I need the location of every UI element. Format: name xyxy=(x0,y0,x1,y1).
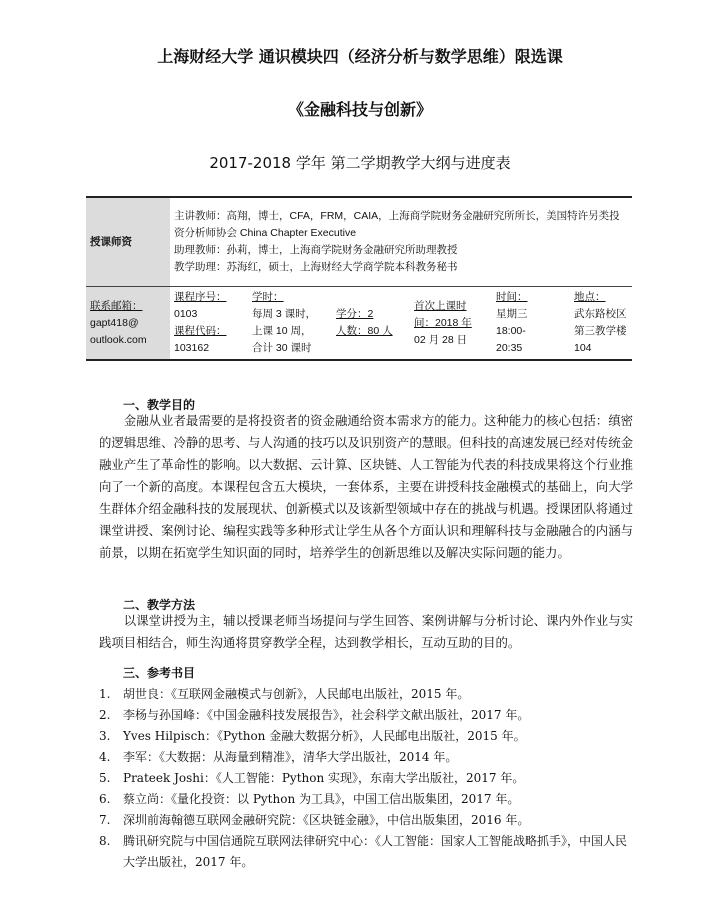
instructor-details xyxy=(170,197,632,287)
reference-number: 7. xyxy=(99,813,111,827)
reference-text: 李军：《大数据：从海量到精准》，清华大学出版社，2014 年。 xyxy=(123,750,458,764)
email-line-2: outlook.com xyxy=(90,333,147,346)
time-end: 20:35 xyxy=(496,342,523,354)
reference-text: 腾讯研究院与中国信通院互联网法律研究中心：《人工智能：国家人工智能战略抓手》，中国人民大学出版社，2017 年。 xyxy=(123,834,628,869)
time-day: 星期三 xyxy=(496,308,528,320)
reference-number: 1. xyxy=(99,687,111,701)
reference-text: Yves Hilpisch：《Python 金融大数据分析》，人民邮电出版社，2015 年。 xyxy=(123,729,526,743)
first-class-label-1: 首次上课时 xyxy=(414,299,467,312)
hours-line-3: 合计 30 课时 xyxy=(252,342,312,354)
reference-item xyxy=(99,705,633,726)
first-class-label-2: 间：2018 年 xyxy=(414,316,472,329)
first-class-date: 02 月 28 日 xyxy=(414,333,468,346)
instructor-row xyxy=(86,197,632,287)
reference-item xyxy=(99,831,633,873)
place-line-3: 104 xyxy=(574,342,592,354)
course-number-label: 课程序号： xyxy=(174,291,227,303)
objective-heading: 一、教学目的 xyxy=(123,398,196,412)
email-label: 联系邮箱： xyxy=(90,299,143,312)
hours-label: 学时： xyxy=(252,291,284,303)
reference-item xyxy=(99,684,633,705)
reference-text: 蔡立尚：《量化投资：以 Python 为工具》，中国工信出版集团，2017 年。 xyxy=(123,792,520,806)
email-cell xyxy=(86,287,170,361)
class-size: 人数：80 人 xyxy=(336,325,393,337)
time-cell xyxy=(492,287,570,361)
course-code-label: 课程代码： xyxy=(174,325,227,337)
reference-text: 胡世良：《互联网金融模式与创新》，人民邮电出版社，2015 年。 xyxy=(123,687,470,701)
reference-item xyxy=(99,789,633,810)
term-title: 2017-2018 学年 第二学期教学大纲与进度表 xyxy=(209,154,511,172)
reference-item xyxy=(99,810,633,831)
hours-line-1: 每周 3 课时， xyxy=(252,308,317,320)
teaching-assistant: 教学助理：苏海红，硕士，上海财经大学商学院本科教务秘书 xyxy=(174,261,458,273)
reference-list xyxy=(99,684,633,873)
document-title: 上海财经大学 通识模块四（经济分析与数学思维）限选课 xyxy=(157,47,563,66)
reference-number: 3. xyxy=(99,729,111,743)
first-class-cell xyxy=(410,287,492,361)
time-start: 18:00- xyxy=(496,325,526,337)
instructor-label: 授课师资 xyxy=(86,197,170,287)
reference-item xyxy=(99,747,633,768)
hours-line-2: 上课 10 周， xyxy=(252,325,312,337)
method-paragraph: 以课堂讲授为主，辅以授课老师当场提问与学生回答、案例讲解与分析讨论、课内外作业与实践项目相结合，师生沟通将贯穿教学全程，达到教学相长，互动互助的目的。 xyxy=(99,613,633,650)
credit: 学分：2 xyxy=(336,308,374,320)
course-details-row xyxy=(86,287,632,361)
course-number-cell xyxy=(170,287,248,361)
objective-paragraph: 金融从业者最需要的是将投资者的资金融通给资本需求方的能力。这种能力的核心包括：缜密的逻辑思维、冷静的思考、与人沟通的技巧以及识别资产的慧眼。但科技的高速发展已经对传统金融业产生了革命性的影响。以大数据、云计算、区块链、人工智能为代表的科技成果将这个行业推向了一个新的高度。本课程包含五大模块，一套体系，主要在讲授科技金融模式的基础上，向大学生群体介绍金融科技的发展现状、创新模式以及该新型领域中存在的挑战与机遇。授课团队将通过课堂讲授、案例讨论、编程实践等多种形式让学生从各个方面认识和理解科技与金融融合的内涵与前景，以期在拓宽学生知识面的同时，培养学生的创新思维以及解决实际问题的能力。 xyxy=(99,413,633,560)
hours-cell xyxy=(248,287,332,361)
reference-item xyxy=(99,768,633,789)
reference-number: 5. xyxy=(99,771,111,785)
reference-number: 4. xyxy=(99,750,111,764)
references-heading: 三、参考书目 xyxy=(123,666,196,680)
reference-number: 8. xyxy=(99,834,111,848)
lead-instructor: 主讲教师：高翔，博士，CFA，FRM，CAIA，上海商学院财务金融研究所所长，美国特许另类投资分析师协会 China Chapter Executive xyxy=(174,210,620,239)
course-number: 0103 xyxy=(174,308,198,320)
course-code: 103162 xyxy=(174,342,210,354)
reference-number: 2. xyxy=(99,708,111,722)
credit-cell xyxy=(332,287,410,361)
reference-number: 6. xyxy=(99,792,111,806)
reference-text: 深圳前海翰德互联网金融研究院：《区块链金融》，中信出版集团，2016 年。 xyxy=(123,813,530,827)
reference-text: Prateek Joshi：《人工智能：Python 实现》，东南大学出版社，2017 年。 xyxy=(123,771,525,785)
course-info-table xyxy=(86,196,632,361)
reference-item xyxy=(99,726,633,747)
time-label: 时间： xyxy=(496,291,528,303)
assistant-instructor: 助理教师：孙莉，博士，上海商学院财务金融研究所助理教授 xyxy=(174,244,458,256)
email-line-1: gapt418@ xyxy=(90,316,139,329)
place-line-1: 武东路校区 xyxy=(574,308,627,320)
place-label: 地点： xyxy=(574,291,606,303)
method-heading: 二、教学方法 xyxy=(123,598,196,612)
reference-text: 李杨与孙国峰：《中国金融科技发展报告》，社会科学文献出版社，2017 年。 xyxy=(123,708,530,722)
place-cell xyxy=(570,287,632,361)
course-title: 《金融科技与创新》 xyxy=(287,100,432,119)
place-line-2: 第三教学楼 xyxy=(574,325,627,337)
